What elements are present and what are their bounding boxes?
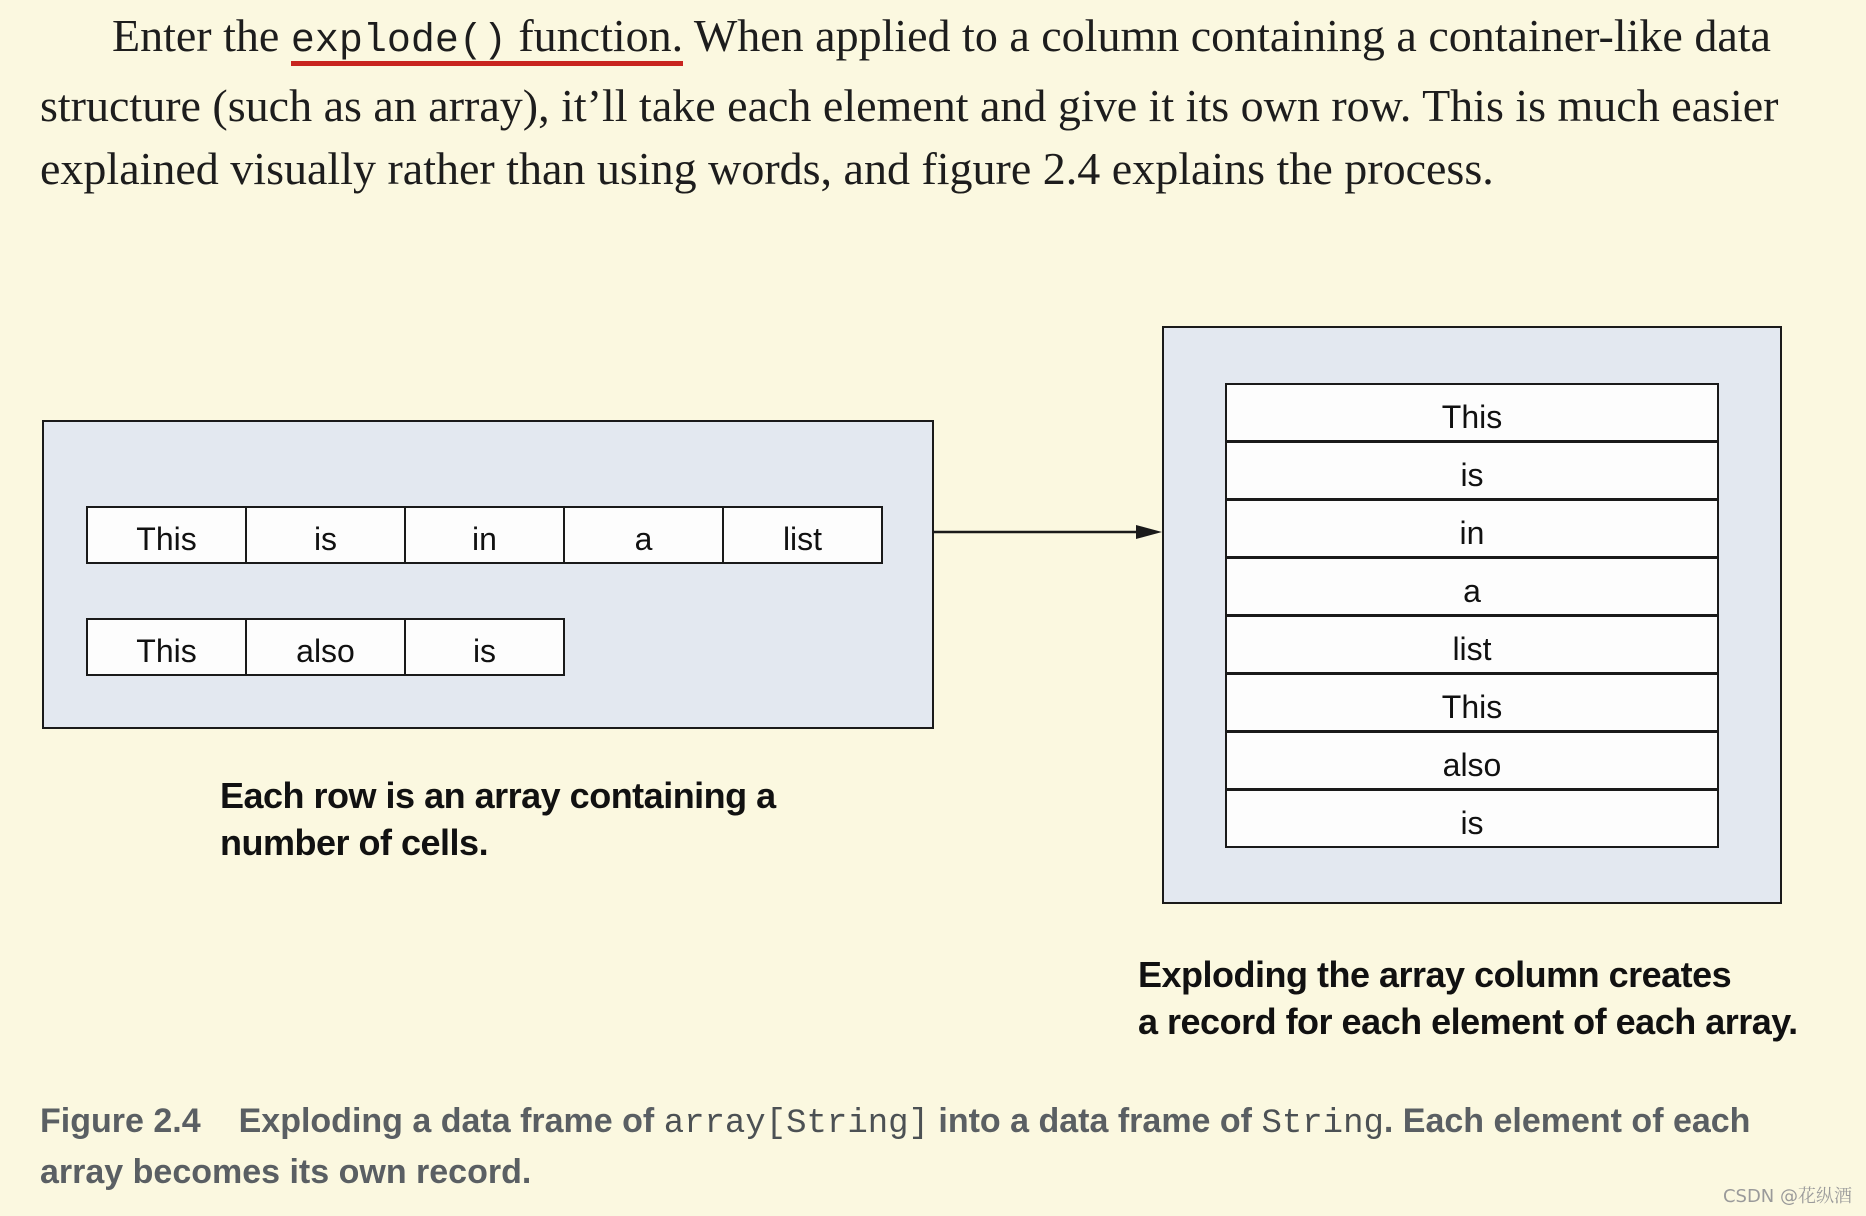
figure-caption bbox=[40, 1097, 1840, 1196]
input-annotation bbox=[220, 772, 776, 866]
function-word: function. bbox=[518, 10, 684, 61]
explode-function-reference bbox=[291, 10, 683, 66]
exploded-records bbox=[1225, 383, 1719, 848]
array-cell: is bbox=[404, 618, 565, 676]
explode-code: explode() bbox=[290, 19, 507, 64]
record-row: a bbox=[1225, 557, 1719, 616]
record-row: This bbox=[1225, 383, 1719, 442]
explode-arrow-icon bbox=[934, 522, 1164, 542]
input-dataframe-panel bbox=[42, 420, 934, 729]
caption-text: . Each element of each array becomes its own record. bbox=[40, 1102, 1751, 1191]
array-cell: a bbox=[563, 506, 724, 564]
array-row-2 bbox=[86, 618, 565, 676]
figure-number: Figure 2.4 bbox=[40, 1102, 201, 1140]
array-cell: This bbox=[86, 618, 247, 676]
record-row: is bbox=[1225, 789, 1719, 848]
record-row: is bbox=[1225, 441, 1719, 500]
annotation-line: Exploding the array column creates bbox=[1138, 954, 1732, 995]
array-cell: also bbox=[245, 618, 406, 676]
array-row-1 bbox=[86, 506, 883, 564]
caption-code: array[String] bbox=[663, 1105, 929, 1143]
array-cell: in bbox=[404, 506, 565, 564]
record-row: This bbox=[1225, 673, 1719, 732]
output-dataframe-panel bbox=[1162, 326, 1782, 904]
caption-text: into a data frame of bbox=[938, 1102, 1252, 1140]
array-cell: is bbox=[245, 506, 406, 564]
para-intro: Enter the bbox=[112, 10, 280, 61]
caption-text: Exploding a data frame of bbox=[238, 1102, 655, 1140]
watermark: CSDN @花纵酒 bbox=[1722, 1186, 1852, 1207]
array-cell: This bbox=[86, 506, 247, 564]
caption-code: String bbox=[1261, 1105, 1384, 1143]
annotation-line: number of cells. bbox=[220, 822, 489, 863]
annotation-line: a record for each element of each array. bbox=[1138, 1001, 1798, 1042]
record-row: also bbox=[1225, 731, 1719, 790]
array-cell: list bbox=[722, 506, 883, 564]
record-row: in bbox=[1225, 499, 1719, 558]
annotation-line: Each row is an array containing a bbox=[220, 775, 776, 816]
para-rest: When applied to a column containing a container-like data structure (such as an array), it’ll take each element and give it its own row. This is much easier explained visually rather than using words, and figure 2.4 explains the process. bbox=[40, 10, 1779, 194]
body-paragraph bbox=[40, 4, 1850, 201]
record-row: list bbox=[1225, 615, 1719, 674]
output-annotation bbox=[1138, 951, 1798, 1045]
